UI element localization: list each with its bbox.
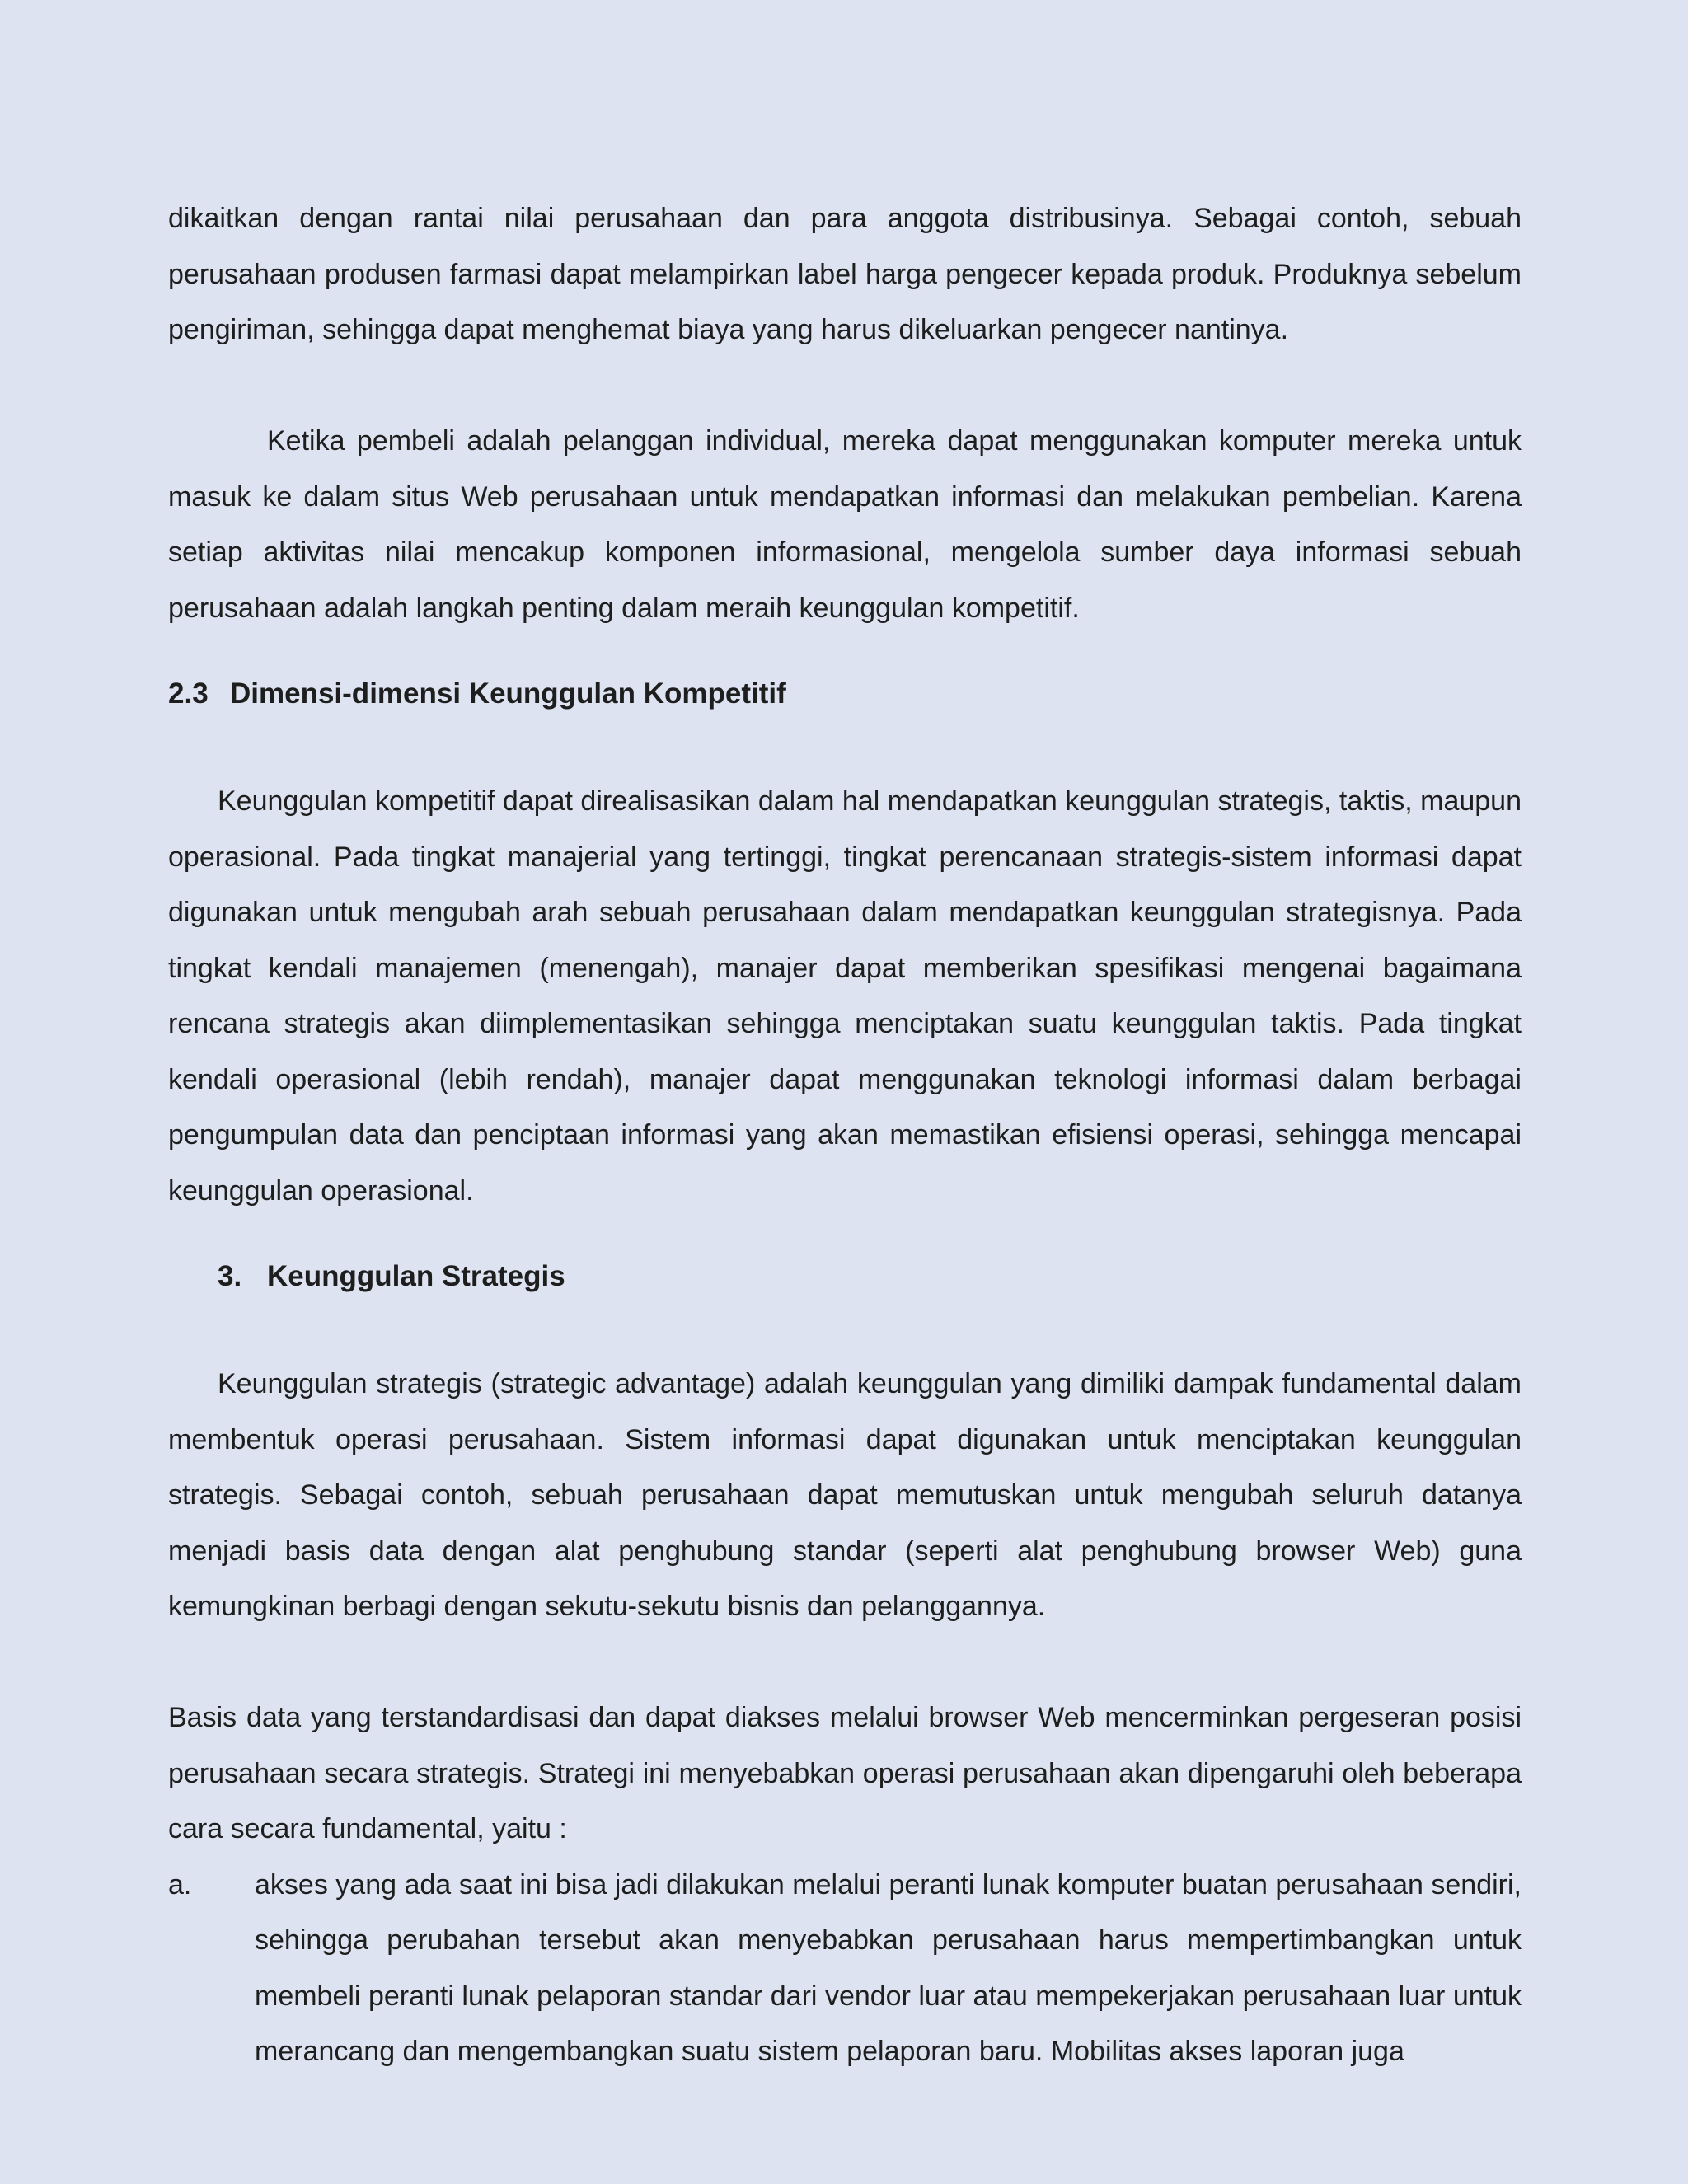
- section-heading-strategic-advantage: [168, 1256, 1522, 1297]
- paragraph-competitive-dimensions: Keunggulan kompetitif dapat direalisasikan dalam hal mendapatkan keunggulan strategis, taktis, maupun operasional. Pada tingkat manajerial yang tertinggi, tingkat perencanaan strategis-sistem informasi dapat digunakan untuk mengubah arah sebuah perusahaan dalam mendapatkan keunggulan strategisnya. Pada tingkat kendali manajemen (menengah), manajer dapat memberikan spesifikasi mengenai bagaimana rencana strategis akan diimplementasikan sehingga menciptakan suatu keunggulan taktis. Pada tingkat kendali operasional (lebih rendah), manajer dapat menggunakan teknologi informasi dalam berbagai pengumpulan data dan penciptaan informasi yang akan memastikan efisiensi operasi, sehingga mencapai keunggulan operasional.: [168, 785, 1522, 1207]
- section-heading-competitive-dimensions: [168, 673, 1522, 715]
- section-number: 3.: [218, 1260, 242, 1292]
- list-marker: a.: [168, 1868, 192, 1900]
- paragraph-individual-buyer: Ketika pembeli adalah pelanggan individual, mereka dapat menggunakan komputer mereka untuk masuk ke dalam situs Web perusahaan untuk mendapatkan informasi dan melakukan pembelian. Karena setiap aktivitas nilai mencakup komponen informasional, mengelola sumber daya informasi sebuah perusahaan adalah langkah penting dalam meraih keunggulan kompetitif.: [168, 425, 1522, 624]
- paragraph-value-chain: dikaitkan dengan rantai nilai perusahaan dan para anggota distribusinya. Sebagai contoh, sebuah perusahaan produsen farmasi dapat melampirkan label harga pengecer kepada produk. Produknya sebelum pengiriman, sehingga dapat menghemat biaya yang harus dikeluarkan pengecer nantinya.: [168, 203, 1522, 345]
- paragraph-standard-database: Basis data yang terstandardisasi dan dapat diakses melalui browser Web mencerminkan pergeseran posisi perusahaan secara strategis. Strategi ini menyebabkan operasi perusahaan akan dipengaruhi oleh beberapa cara secara fundamental, yaitu :: [168, 1702, 1522, 1844]
- list-item: [168, 1858, 1522, 2080]
- section-number: 2.3: [168, 677, 209, 710]
- document-page: [168, 191, 1522, 2080]
- paragraph-strategic-advantage: Keunggulan strategis (strategic advantage) adalah keunggulan yang dimiliki dampak fundamental dalam membentuk operasi perusahaan. Sistem informasi dapat digunakan untuk menciptakan keunggulan strategis. Sebagai contoh, sebuah perusahaan dapat memutuskan untuk mengubah seluruh datanya menjadi basis data dengan alat penghubung standar (seperti alat penghubung browser Web) guna kemungkinan berbagi dengan sekutu-sekutu bisnis dan pelanggannya.: [168, 1368, 1522, 1622]
- section-title: Dimensi-dimensi Keunggulan Kompetitif: [230, 677, 786, 710]
- list-item-text: akses yang ada saat ini bisa jadi dilakukan melalui peranti lunak komputer buatan perusahaan sendiri, sehingga perubahan tersebut akan menyebabkan perusahaan harus mempertimbangkan untuk membeli peranti lunak pelaporan standar dari vendor luar atau mempekerjakan perusahaan luar untuk merancang dan mengembangkan suatu sistem pelaporan baru. Mobilitas akses laporan juga: [255, 1868, 1522, 2067]
- section-title: Keunggulan Strategis: [267, 1260, 565, 1292]
